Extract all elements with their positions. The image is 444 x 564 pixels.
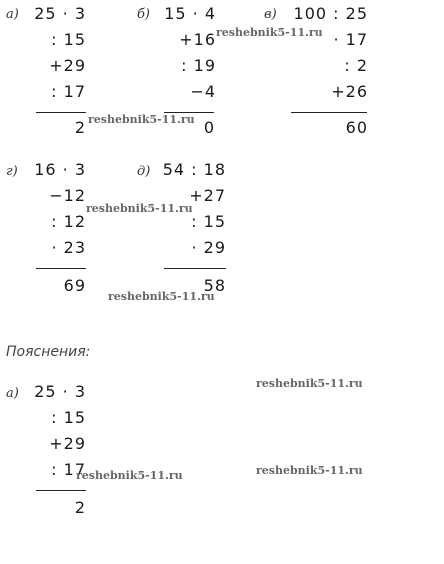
problem-v-row-3: : 2 [344,56,368,75]
problem-a-row-1: 25 · 3 [34,4,86,23]
problem-g-row-4: · 23 [51,238,86,257]
explanations-heading: Пояснения: [6,344,91,360]
problem-b-row-2: +16 [179,30,216,49]
watermark-1: reshebnik5-11.ru [216,26,323,39]
problem-d-label: д) [137,164,151,179]
problem-a-row-3: +29 [49,56,86,75]
watermark-2: reshebnik5-11.ru [88,113,195,126]
watermark-5: reshebnik5-11.ru [256,377,363,390]
explanation-a-row-3: +29 [49,434,86,453]
problem-a-divider [36,112,86,113]
explanation-a-label: а) [6,386,19,401]
problem-b-row-4: −4 [190,82,216,101]
problem-g-row-1: 16 · 3 [34,160,86,179]
explanation-a-divider [36,490,86,491]
problem-g-row-2: −12 [49,186,86,205]
explanation-a-result: 2 [74,498,86,517]
watermark-6: reshebnik5-11.ru [76,469,183,482]
problem-b-row-1: 15 · 4 [164,4,216,23]
problem-d-row-2: +27 [189,186,226,205]
problem-b-row-3: : 19 [181,56,216,75]
problem-v-row-2: · 17 [333,30,368,49]
watermark-7: reshebnik5-11.ru [256,464,363,477]
problem-d-row-3: : 15 [191,212,226,231]
problem-g-divider [36,268,86,269]
problem-v-result: 60 [345,118,368,137]
problem-b-label: б) [137,7,151,22]
explanation-a-row-2: : 15 [51,408,86,427]
problem-d-divider [164,268,226,269]
problem-a-label: а) [6,7,19,22]
watermark-3: reshebnik5-11.ru [86,202,193,215]
problem-d-result: 58 [203,276,226,295]
problem-a-row-2: : 15 [51,30,86,49]
explanation-a-row-4: : 17 [51,460,86,479]
problem-g-row-3: : 12 [51,212,86,231]
problem-g-label: г) [6,164,18,179]
problem-a-result: 2 [74,118,86,137]
explanation-a-row-1: 25 · 3 [34,382,86,401]
problem-v-row-1: 100 : 25 [293,4,368,23]
problem-v-row-4: +26 [331,82,368,101]
problem-d-row-4: · 29 [191,238,226,257]
problem-d-row-1: 54 : 18 [162,160,226,179]
problem-v-divider [291,112,367,113]
watermark-4: reshebnik5-11.ru [108,290,215,303]
problem-a-row-4: : 17 [51,82,86,101]
problem-b-result: 0 [203,118,215,137]
problem-v-label: в) [264,7,277,22]
problem-g-result: 69 [63,276,86,295]
